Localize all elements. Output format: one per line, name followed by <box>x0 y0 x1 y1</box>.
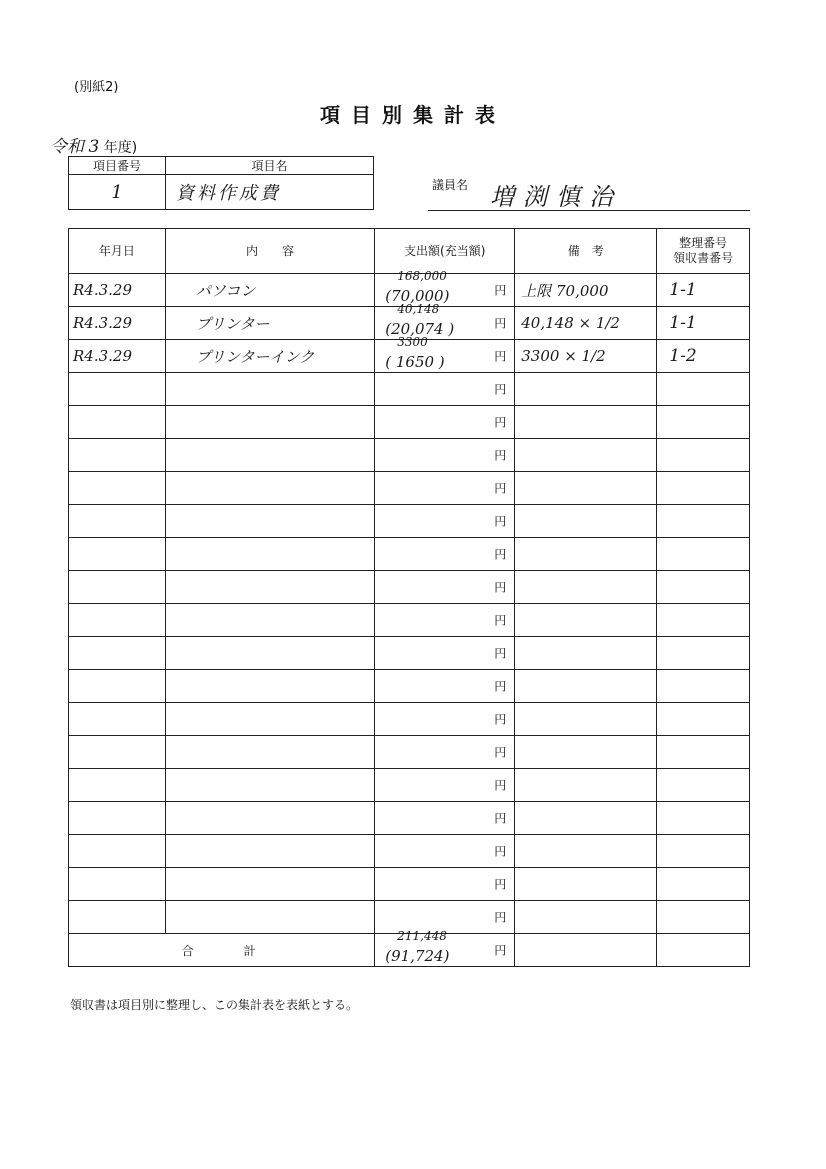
date-cell <box>69 505 166 538</box>
date-cell <box>69 538 166 571</box>
remarks-cell: 上限 70,000 <box>515 274 657 307</box>
content-cell: パソコン <box>165 274 375 307</box>
remarks-cell <box>515 604 657 637</box>
content-cell <box>165 373 375 406</box>
year-handwritten: 3 <box>88 137 100 157</box>
allocated-value: (70,000) <box>385 287 450 305</box>
table-row <box>69 868 750 901</box>
amount-cell <box>375 302 515 340</box>
date-cell: R4.3.29 <box>69 340 166 373</box>
ref-cell <box>657 406 750 439</box>
amount-cell <box>375 505 515 538</box>
yen-unit: 円 <box>494 943 507 958</box>
date-cell: R4.3.29 <box>69 274 166 307</box>
yen-unit: 円 <box>494 580 507 595</box>
allocated-value: ( 1650 ) <box>385 353 445 371</box>
allocated-value: (20,074 ) <box>385 320 455 338</box>
ref-cell <box>657 835 750 868</box>
remarks-cell <box>515 868 657 901</box>
amount-value: 3300 <box>397 335 428 349</box>
remarks-cell <box>515 934 657 967</box>
table-row <box>69 538 750 571</box>
amount-cell <box>375 929 515 967</box>
yen-unit: 円 <box>494 811 507 826</box>
ref-cell <box>657 670 750 703</box>
ref-cell <box>657 934 750 967</box>
amount-cell <box>375 439 515 472</box>
ref-cell <box>657 571 750 604</box>
content-cell <box>165 868 375 901</box>
table-row <box>69 439 750 472</box>
yen-unit: 円 <box>494 547 507 562</box>
date-cell <box>69 769 166 802</box>
ref-cell <box>657 373 750 406</box>
era-handwritten: 令和 <box>50 137 84 157</box>
date-cell <box>69 835 166 868</box>
item-number-value: 1 <box>69 175 166 210</box>
amount-cell <box>375 703 515 736</box>
amount-cell <box>375 335 515 373</box>
yen-unit: 円 <box>494 712 507 727</box>
table-row <box>69 373 750 406</box>
content-cell <box>165 538 375 571</box>
date-cell <box>69 604 166 637</box>
date-cell <box>69 901 166 934</box>
content-cell <box>165 769 375 802</box>
ref-cell <box>657 868 750 901</box>
remarks-cell <box>515 406 657 439</box>
yen-unit: 円 <box>494 778 507 793</box>
table-row <box>69 340 750 373</box>
remarks-cell <box>515 802 657 835</box>
remarks-cell <box>515 835 657 868</box>
remarks-cell <box>515 571 657 604</box>
ref-cell <box>657 769 750 802</box>
yen-unit: 円 <box>494 316 507 331</box>
yen-unit: 円 <box>494 283 507 298</box>
content-cell <box>165 472 375 505</box>
yen-unit: 円 <box>494 382 507 397</box>
remarks-cell <box>515 670 657 703</box>
content-header: 内 容 <box>165 229 375 274</box>
ref-cell <box>657 505 750 538</box>
content-cell <box>165 802 375 835</box>
remarks-cell: 3300 × 1/2 <box>515 340 657 373</box>
item-name-value: 資料作成費 <box>166 175 374 210</box>
amount-cell <box>375 571 515 604</box>
yen-unit: 円 <box>494 448 507 463</box>
member-label: 議員名 <box>432 178 469 192</box>
remarks-cell <box>515 538 657 571</box>
date-cell <box>69 439 166 472</box>
year-suffix: 年度) <box>103 140 138 156</box>
content-cell <box>165 703 375 736</box>
remarks-cell <box>515 439 657 472</box>
table-row <box>69 670 750 703</box>
yen-unit: 円 <box>494 514 507 529</box>
yen-unit: 円 <box>494 613 507 628</box>
table-row <box>69 769 750 802</box>
amount-value: 168,000 <box>397 269 447 283</box>
yen-unit: 円 <box>494 910 507 925</box>
remarks-cell <box>515 637 657 670</box>
content-cell <box>165 505 375 538</box>
date-cell <box>69 868 166 901</box>
content-cell <box>165 901 375 934</box>
table-row <box>69 736 750 769</box>
remarks-cell <box>515 769 657 802</box>
item-number-header: 項目番号 <box>69 157 166 175</box>
amount-cell <box>375 835 515 868</box>
ref-cell <box>657 439 750 472</box>
yen-unit: 円 <box>494 481 507 496</box>
amount-cell <box>375 736 515 769</box>
content-cell <box>165 670 375 703</box>
content-cell <box>165 835 375 868</box>
yen-unit: 円 <box>494 877 507 892</box>
remarks-cell <box>515 472 657 505</box>
date-cell: R4.3.29 <box>69 307 166 340</box>
amount-cell <box>375 269 515 307</box>
amount-cell <box>375 604 515 637</box>
remarks-cell: 40,148 × 1/2 <box>515 307 657 340</box>
amount-value: 40,148 <box>397 302 440 316</box>
item-name-header: 項目名 <box>166 157 374 175</box>
remarks-cell <box>515 703 657 736</box>
content-cell <box>165 736 375 769</box>
date-cell <box>69 736 166 769</box>
amount-header: 支出額(充当額) <box>375 229 515 274</box>
remarks-cell <box>515 373 657 406</box>
ref-cell <box>657 802 750 835</box>
ref-cell <box>657 736 750 769</box>
content-cell <box>165 439 375 472</box>
date-cell <box>69 670 166 703</box>
date-cell <box>69 637 166 670</box>
ref-header-line1: 整理番号 <box>679 236 728 250</box>
yen-unit: 円 <box>494 646 507 661</box>
yen-unit: 円 <box>494 415 507 430</box>
content-cell: プリンターインク <box>165 340 375 373</box>
footnote: 領収書は項目別に整理し、この集計表を表紙とする。 <box>70 998 359 1012</box>
ref-cell: 1-1 <box>657 274 750 307</box>
member-underline <box>428 210 750 211</box>
form-reference: (別紙2) <box>74 80 119 95</box>
ref-cell <box>657 703 750 736</box>
date-cell <box>69 571 166 604</box>
remarks-cell <box>515 901 657 934</box>
table-row <box>69 472 750 505</box>
date-cell <box>69 406 166 439</box>
yen-unit: 円 <box>494 349 507 364</box>
ref-cell <box>657 538 750 571</box>
ref-cell <box>657 637 750 670</box>
date-cell <box>69 703 166 736</box>
table-row <box>69 637 750 670</box>
allocated-value: (91,724) <box>385 947 450 965</box>
amount-cell <box>375 538 515 571</box>
amount-cell <box>375 373 515 406</box>
amount-cell <box>375 769 515 802</box>
date-cell <box>69 373 166 406</box>
amount-cell <box>375 868 515 901</box>
table-row <box>69 835 750 868</box>
amount-cell <box>375 637 515 670</box>
fiscal-year <box>50 132 137 157</box>
amount-cell <box>375 802 515 835</box>
yen-unit: 円 <box>494 679 507 694</box>
table-row <box>69 406 750 439</box>
date-header: 年月日 <box>69 229 166 274</box>
expense-table <box>68 228 750 967</box>
content-cell <box>165 604 375 637</box>
table-row <box>69 802 750 835</box>
yen-unit: 円 <box>494 844 507 859</box>
total-label: 合計 <box>69 934 375 967</box>
amount-cell <box>375 406 515 439</box>
ref-header-line2: 領収書番号 <box>673 251 734 265</box>
content-cell <box>165 637 375 670</box>
remarks-cell <box>515 505 657 538</box>
table-row <box>69 505 750 538</box>
date-cell <box>69 802 166 835</box>
remarks-cell <box>515 736 657 769</box>
ref-cell: 1-2 <box>657 340 750 373</box>
table-row <box>69 703 750 736</box>
table-row <box>69 604 750 637</box>
content-cell: プリンター <box>165 307 375 340</box>
total-row <box>69 934 750 967</box>
content-cell <box>165 571 375 604</box>
amount-cell <box>375 472 515 505</box>
page-title: 項目別集計表 <box>320 103 506 127</box>
ref-cell: 1-1 <box>657 307 750 340</box>
ref-cell <box>657 901 750 934</box>
date-cell <box>69 472 166 505</box>
ref-cell <box>657 472 750 505</box>
yen-unit: 円 <box>494 745 507 760</box>
amount-value: 211,448 <box>397 929 447 943</box>
table-row <box>69 571 750 604</box>
ref-header <box>657 229 750 274</box>
amount-cell <box>375 670 515 703</box>
remarks-header: 備 考 <box>515 229 657 274</box>
item-table <box>68 156 374 210</box>
member-name: 増渕慎治 <box>490 183 622 211</box>
ref-cell <box>657 604 750 637</box>
content-cell <box>165 406 375 439</box>
